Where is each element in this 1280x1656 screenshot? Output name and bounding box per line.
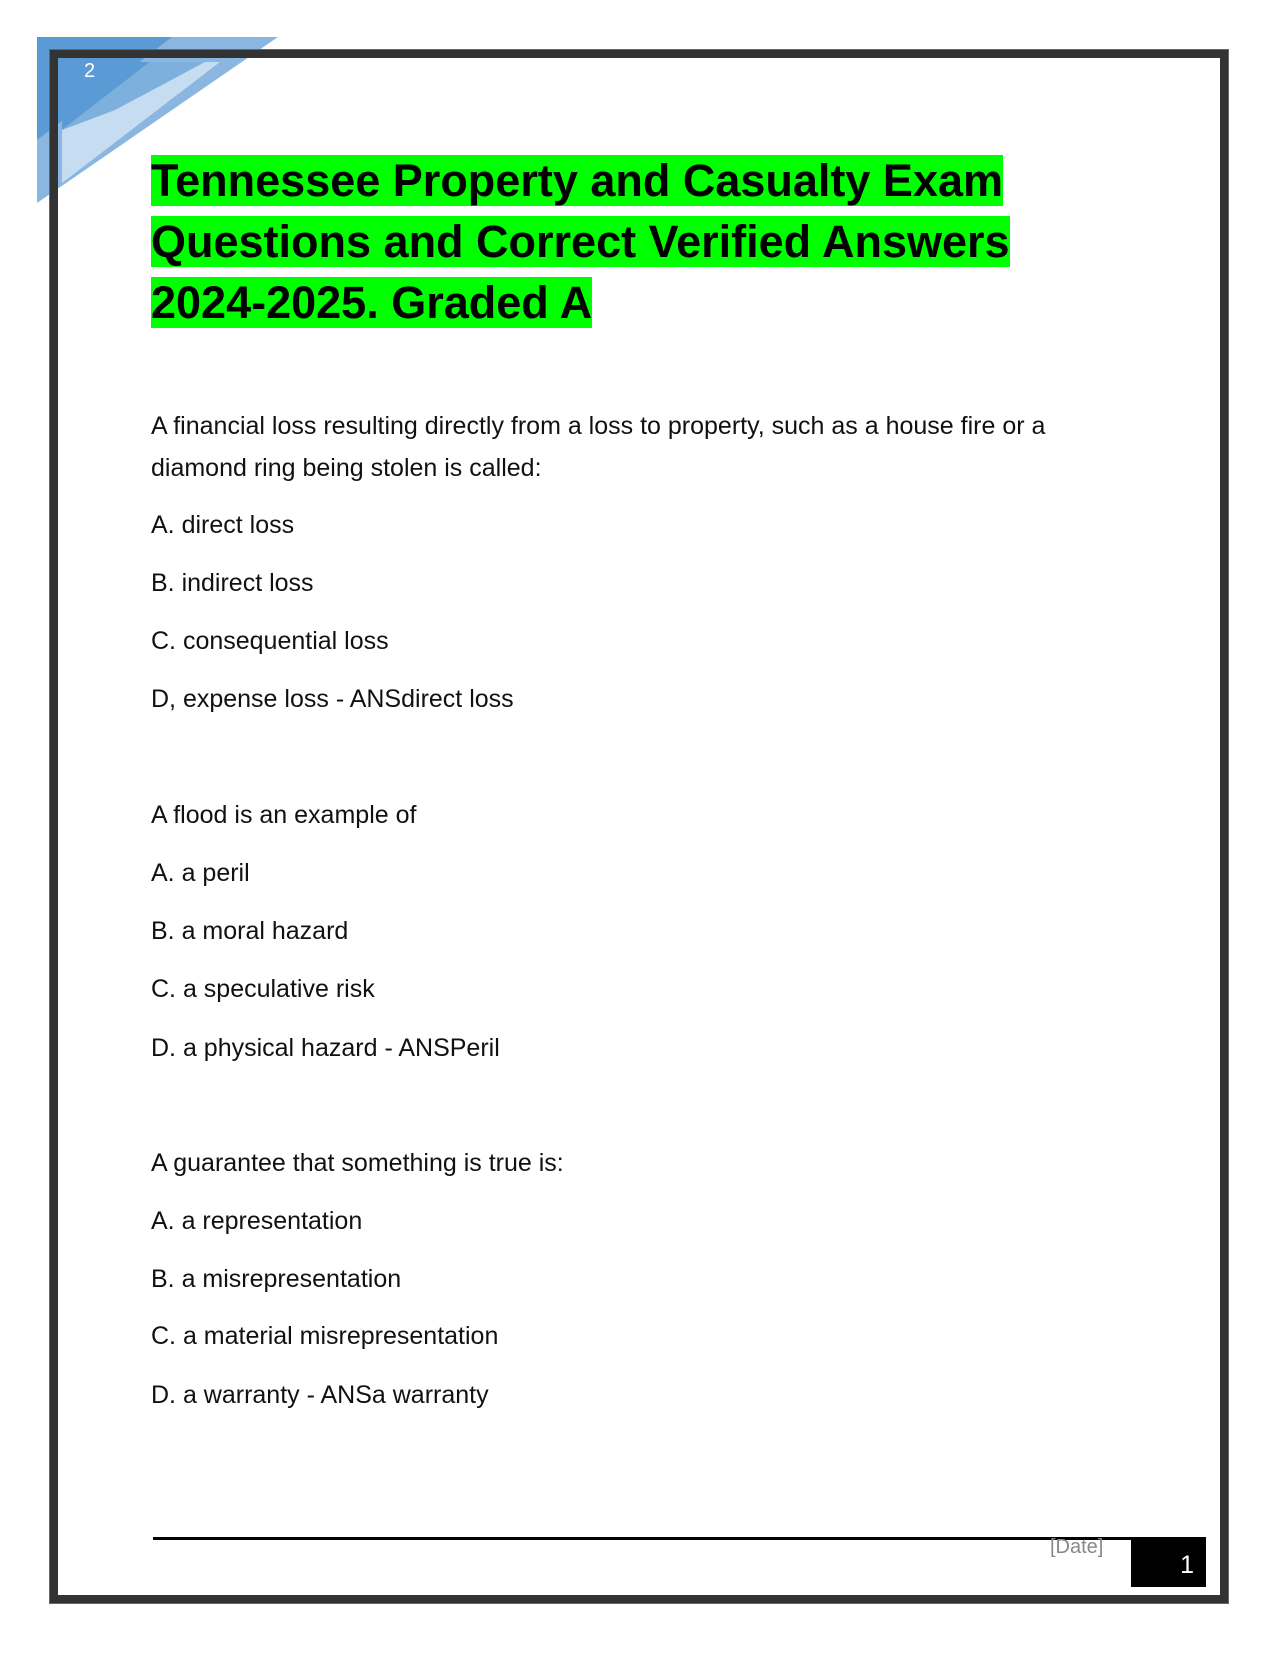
question-3-text: A guarantee that something is true is: bbox=[151, 1149, 564, 1177]
option: D. a physical hazard - ANSPeril bbox=[151, 1034, 500, 1062]
option: C. a speculative risk bbox=[151, 975, 375, 1003]
option: A. direct loss bbox=[151, 511, 295, 539]
footer-divider bbox=[153, 1537, 1131, 1540]
option: C. a material misrepresentation bbox=[151, 1322, 499, 1350]
option: B. indirect loss bbox=[151, 569, 314, 597]
question-1-text: A financial loss resulting directly from a loss to property, such as a house fire or a bbox=[151, 412, 1046, 440]
option: D. a warranty - ANSa warranty bbox=[151, 1381, 489, 1409]
title-text: Tennessee Property and Casualty Exam Questions and Correct Verified Answers 2024-2025. Graded A bbox=[151, 155, 1010, 328]
option: A. a peril bbox=[151, 859, 250, 887]
question-2-text: A flood is an example of bbox=[151, 801, 417, 829]
footer-page-number: 1 bbox=[1131, 1537, 1206, 1587]
question-1-text-cont: diamond ring being stolen is called: bbox=[151, 454, 542, 482]
option: C. consequential loss bbox=[151, 627, 389, 655]
footer-date: [Date] bbox=[1050, 1536, 1104, 1558]
header-page-label: 2 bbox=[84, 60, 96, 82]
option: B. a moral hazard bbox=[151, 917, 349, 945]
document-title bbox=[151, 150, 1111, 333]
option: A. a representation bbox=[151, 1207, 363, 1235]
option: D, expense loss - ANSdirect loss bbox=[151, 685, 514, 713]
option: B. a misrepresentation bbox=[151, 1265, 402, 1293]
